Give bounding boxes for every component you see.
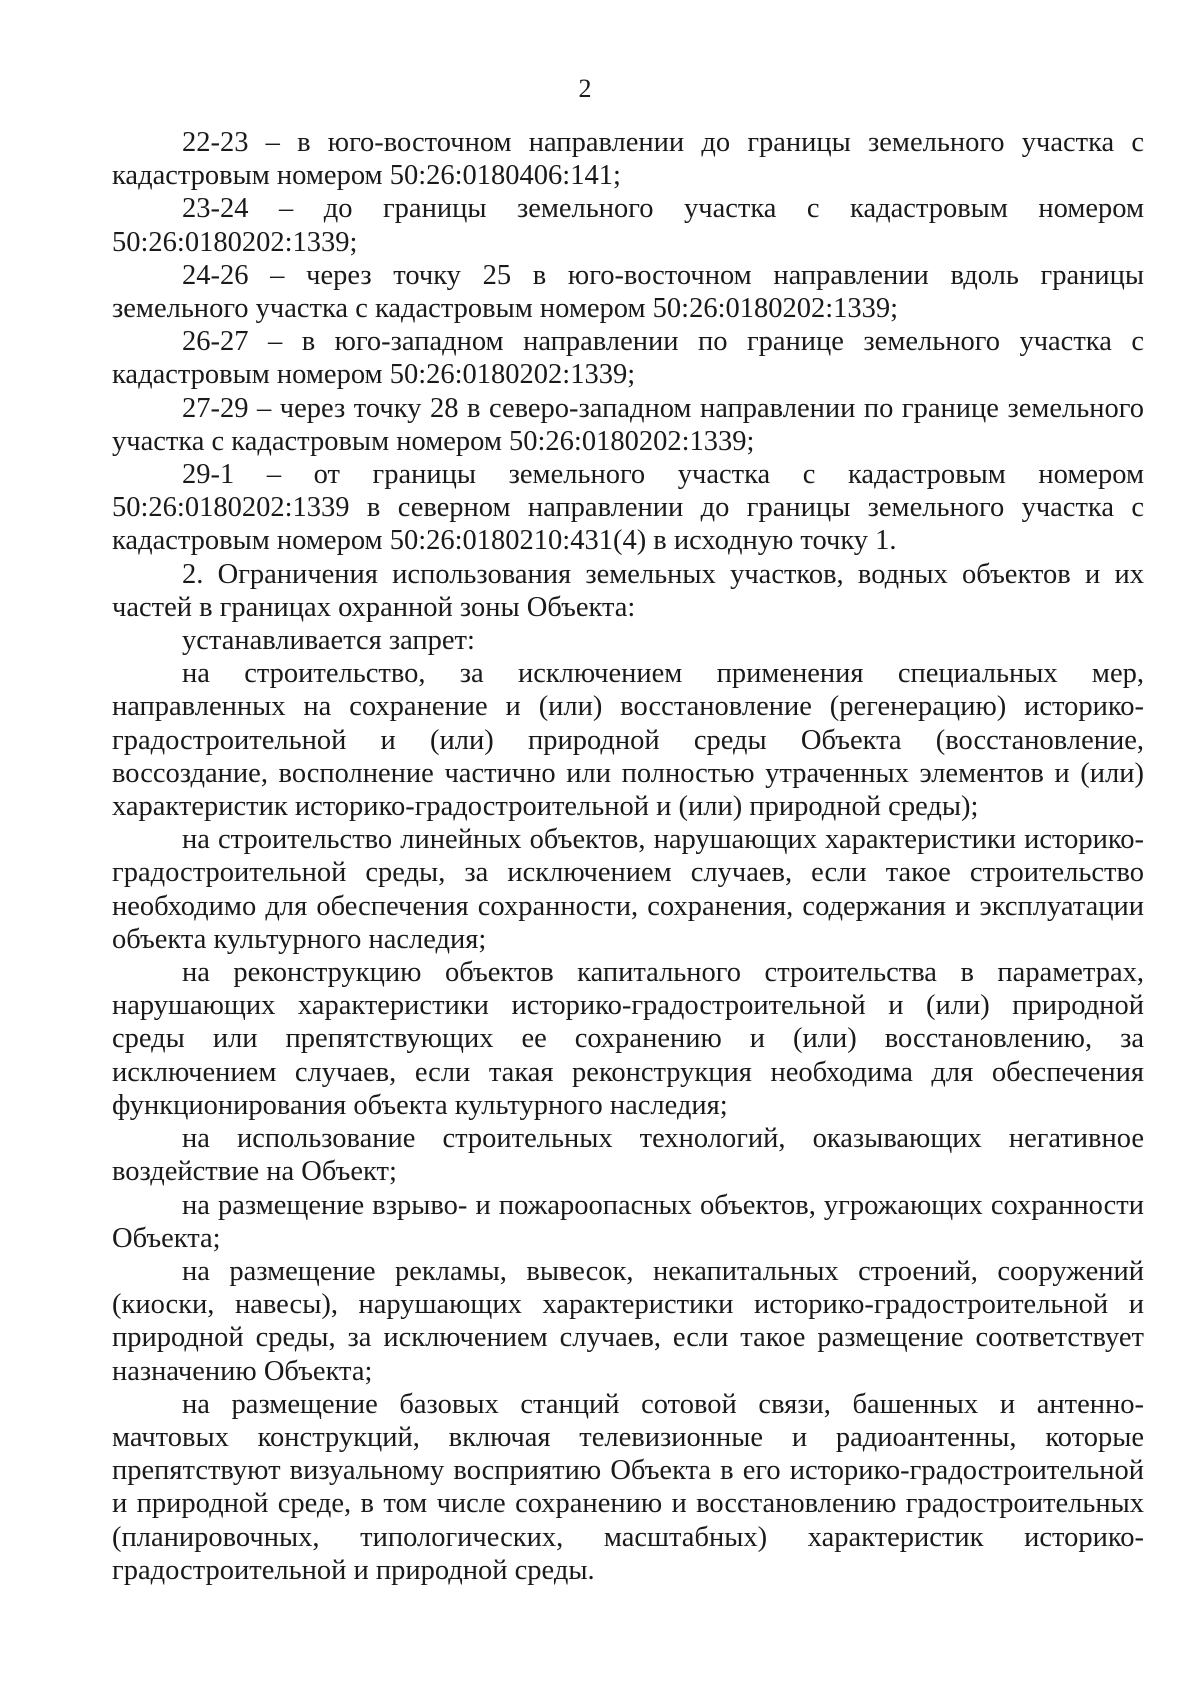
paragraph-boundary-26-27: 26-27 – в юго-западном направлении по границе земельного участка с кадастровым номером 50:26:0180202:1339; bbox=[112, 326, 1144, 391]
page-number: 2 bbox=[578, 74, 592, 103]
paragraph-section-2-heading: 2. Ограничения использования земельных участков, водных объектов и их частей в границах охранной зоны Объекта: bbox=[112, 558, 1144, 623]
paragraph-prohibition-linear-objects: на строительство линейных объектов, нарушающих характеристики историко-градостроительной среды, за исключением случаев, если такое строительство необходимо для обеспечения сохранности, сохранения, содержания и эксплуатации объекта культурного наследия; bbox=[112, 824, 1144, 955]
paragraph-boundary-22-23: 22-23 – в юго-восточном направлении до границы земельного участка с кадастровым номером 50:26:0180406:141; bbox=[112, 127, 1144, 192]
paragraph-prohibition-reconstruction: на реконструкцию объектов капитального строительства в параметрах, нарушающих характеристики историко-градостроительной и (или) природной среды или препятствующих ее сохранению и (или) восстановлению, за исключением случаев, если такая реконструкция необходима для обеспечения функционирования объекта культурного наследия; bbox=[112, 957, 1144, 1121]
paragraph-prohibition-advertising: на размещение рекламы, вывесок, некапитальных строений, сооружений (киоски, навесы), нарушающих характеристики историко-градостроительной и природной среды, за исключением случаев, если такое размещение соответствует назначению Объекта; bbox=[112, 1255, 1144, 1387]
paragraph-boundary-24-26: 24-26 – через точку 25 в юго-восточном направлении вдоль границы земельного участка с кадастровым номером 50:26:0180202:1339; bbox=[112, 259, 1144, 325]
paragraph-prohibition-intro: устанавливается запрет: bbox=[182, 625, 475, 657]
paragraph-prohibition-construction: на строительство, за исключением применения специальных мер, направленных на сохранение и (или) восстановление (регенерацию) историко-градостроительной и (или) природной среды Объекта (восстановление, воссоздание, восполнение частично или полностью утраченных элементов и (или) характеристик историко-градостроительной и (или) природной среды); bbox=[112, 658, 1144, 823]
paragraph-prohibition-technologies: на использование строительных технологий, оказывающих негативное воздействие на Объект; bbox=[112, 1123, 1144, 1188]
document-body bbox=[112, 126, 1144, 1587]
paragraph-boundary-29-1: 29-1 – от границы земельного участка с кадастровым номером 50:26:0180202:1339 в северном направлении до границы земельного участка с кадастровым номером 50:26:0180210:431(4) в исходную точку 1. bbox=[112, 459, 1144, 557]
paragraph-prohibition-base-stations: на размещение базовых станций сотовой связи, башенных и антенно-мачтовых конструкций, включая телевизионные и радиоантенны, которые препятствуют визуальному восприятию Объекта в его историко-градостроительной и природной среде, в том числе сохранению и восстановлению градостроительных (планировочных, типологических, масштабных) характеристик историко-градостроительной и природной среды. bbox=[112, 1388, 1144, 1586]
paragraph-boundary-27-29: 27-29 – через точку 28 в северо-западном направлении по границе земельного участка с кадастровым номером 50:26:0180202:1339; bbox=[112, 392, 1144, 457]
paragraph-boundary-23-24: 23-24 – до границы земельного участка с кадастровым номером 50:26:0180202:1339; bbox=[112, 193, 1144, 258]
paragraph-prohibition-hazardous-objects: на размещение взрыво- и пожароопасных объектов, угрожающих сохранности Объекта; bbox=[112, 1189, 1144, 1254]
